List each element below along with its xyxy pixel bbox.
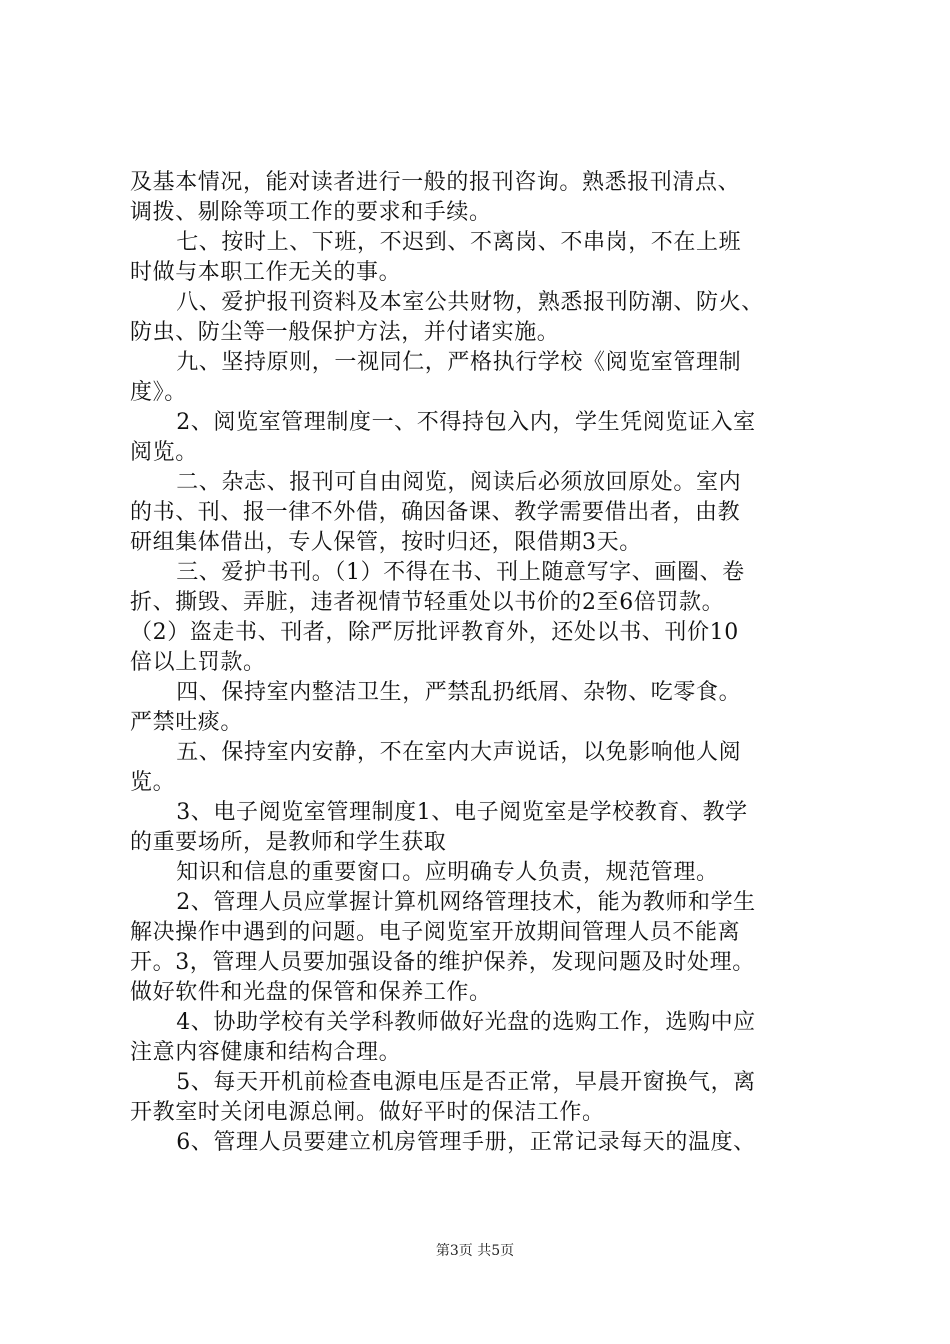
text-line: 开教室时关闭电源总闸。做好平时的保洁工作。 <box>130 1100 605 1125</box>
text-line: 4、协助学校有关学科教师做好光盘的选购工作，选购中应 <box>176 1010 756 1035</box>
text-line: 览。 <box>130 770 176 795</box>
text-line: 时做与本职工作无关的事。 <box>130 260 402 285</box>
text-line: 2、管理人员应掌握计算机网络管理技术，能为教师和学生 <box>176 890 756 915</box>
text-line: 做好软件和光盘的保管和保养工作。 <box>130 980 492 1005</box>
text-line: 八、爱护报刊资料及本室公共财物，熟悉报刊防潮、防火、 <box>176 290 764 315</box>
text-line: 解决操作中遇到的问题。电子阅览室开放期间管理人员不能离 <box>130 920 741 945</box>
text-line: 四、保持室内整洁卫生，严禁乱扔纸屑、杂物、吃零食。 <box>176 680 742 705</box>
text-line: 研组集体借出，专人保管，按时归还，限借期3天。 <box>130 530 642 555</box>
text-line: 注意内容健康和结构合理。 <box>130 1040 402 1065</box>
text-line: 防虫、防尘等一般保护方法，并付诸实施。 <box>130 320 560 345</box>
text-line: 3、电子阅览室管理制度1、电子阅览室是学校教育、教学 <box>176 800 748 825</box>
text-line: 5、每天开机前检查电源电压是否正常，早晨开窗换气，离 <box>176 1070 756 1095</box>
text-line: 五、保持室内安静，不在室内大声说话，以免影响他人阅 <box>176 740 742 765</box>
text-line: （2）盗走书、刊者，除严厉批评教育外，还处以书、刊价10 <box>130 620 739 645</box>
text-line: 七、按时上、下班，不迟到、不离岗、不串岗，不在上班 <box>176 230 742 255</box>
text-line: 阅览。 <box>130 440 198 465</box>
text-line: 6、管理人员要建立机房管理手册，正常记录每天的温度、 <box>176 1130 756 1155</box>
text-line: 2、阅览室管理制度一、不得持包入内，学生凭阅览证入室 <box>176 410 756 435</box>
text-line: 知识和信息的重要窗口。应明确专人负责，规范管理。 <box>176 860 719 885</box>
text-line: 折、撕毁、弄脏，违者视情节轻重处以书价的2至6倍罚款。 <box>130 590 725 615</box>
text-line: 严禁吐痰。 <box>130 710 244 735</box>
page-footer: 第3页 共5页 <box>435 1243 515 1259</box>
text-line: 调拨、剔除等项工作的要求和手续。 <box>130 200 492 225</box>
text-line: 的书、刊、报一律不外借，确因备课、教学需要借出者，由教 <box>130 500 741 525</box>
document-body <box>130 168 840 1158</box>
text-line: 倍以上罚款。 <box>130 650 266 675</box>
text-line: 及基本情况，能对读者进行一般的报刊咨询。熟悉报刊清点、 <box>130 170 741 195</box>
text-line: 九、坚持原则，一视同仁，严格执行学校《阅览室管理制 <box>176 350 742 375</box>
text-line: 开。3，管理人员要加强设备的维护保养，发现问题及时处理。 <box>130 950 755 975</box>
text-line: 度》。 <box>130 380 187 405</box>
text-line: 的重要场所，是教师和学生获取 <box>130 830 447 855</box>
text-line: 三、爱护书刊。（1）不得在书、刊上随意写字、画圈、卷 <box>176 560 745 585</box>
text-line: 二、杂志、报刊可自由阅览，阅读后必须放回原处。室内 <box>176 470 742 495</box>
